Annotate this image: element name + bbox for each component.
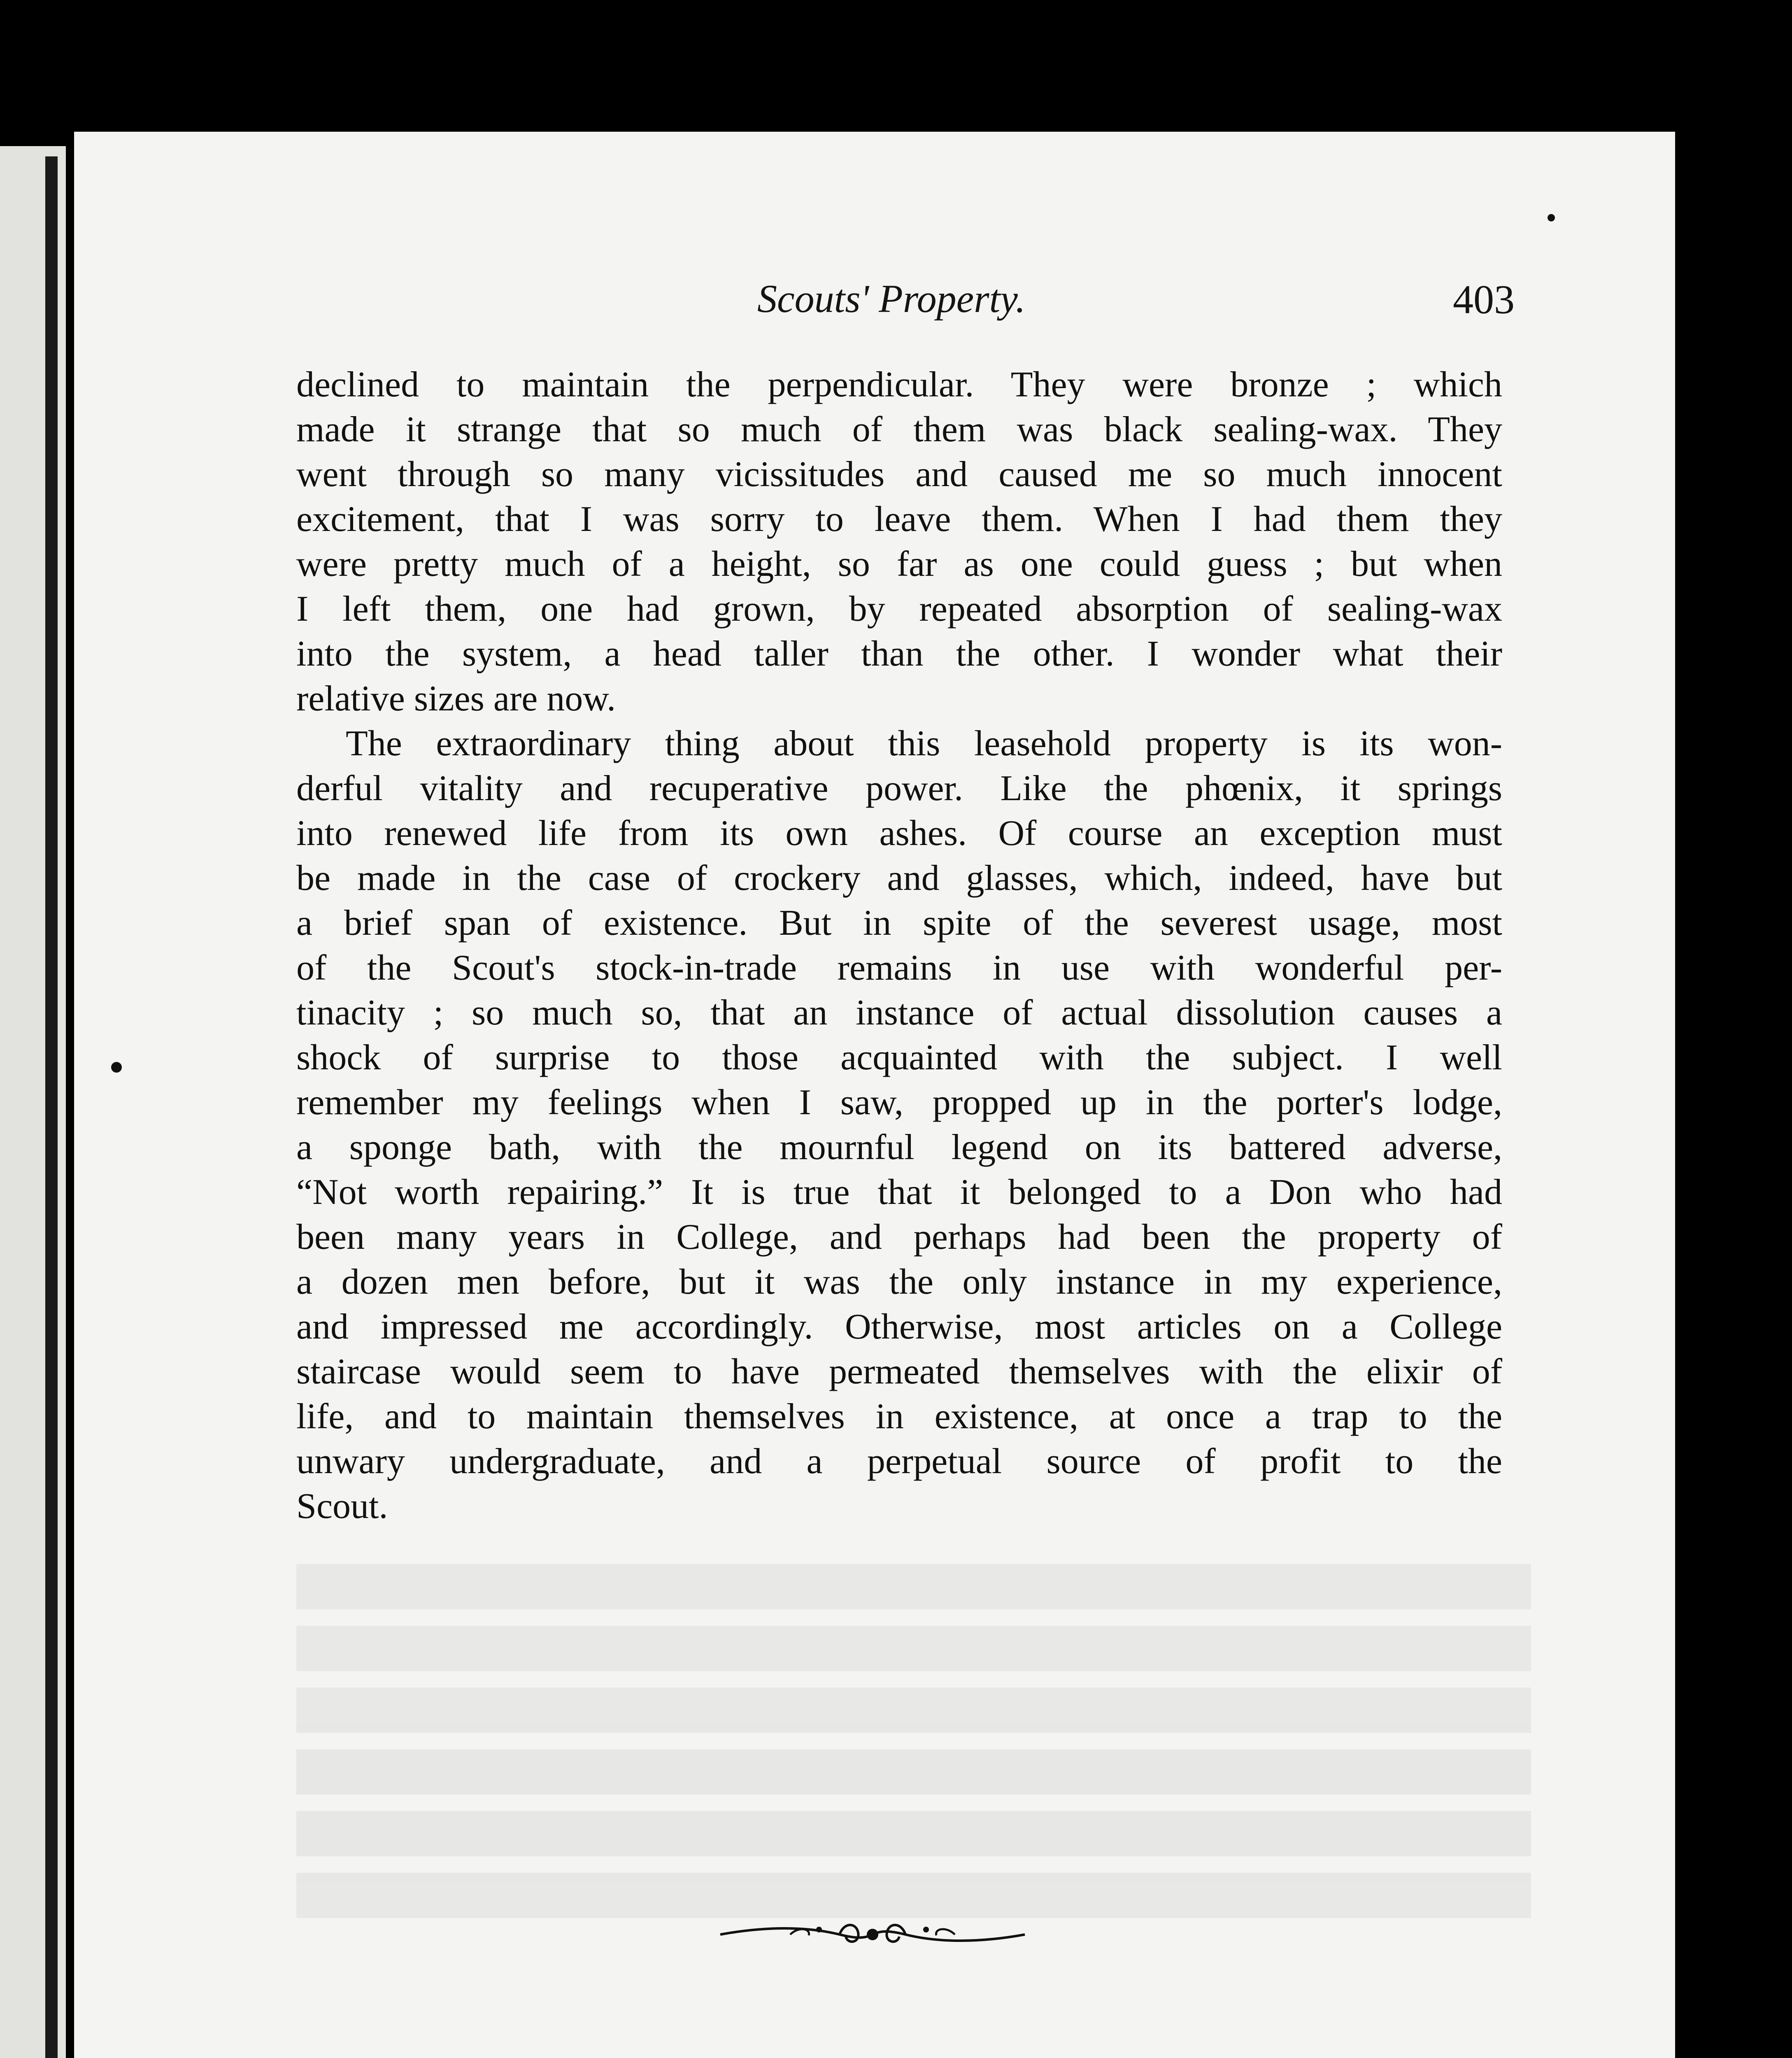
text-line: made it strange that so much of them was black sealing-wax. They	[296, 410, 1502, 449]
text-line: a dozen men before, but it was the only instance in my experience,	[296, 1262, 1502, 1302]
show-through-line	[296, 1811, 1531, 1856]
text-line: be made in the case of crockery and glasses, which, indeed, have but	[296, 858, 1502, 898]
text-line: been many years in College, and perhaps had been the property of	[296, 1217, 1502, 1257]
text-line: derful vitality and recuperative power. Like the phœnix, it springs	[296, 768, 1502, 808]
text-line: a sponge bath, with the mournful legend on its battered adverse,	[296, 1127, 1502, 1167]
show-through-text	[296, 1564, 1531, 1935]
text-line: “Not worth repairing.” It is true that it belonged to a Don who had	[296, 1172, 1502, 1212]
text-line: a brief span of existence. But in spite of the severest usage, most	[296, 903, 1502, 943]
text-line: shock of surprise to those acquainted with the subject. I well	[296, 1038, 1502, 1078]
text-line: Scout.	[296, 1486, 388, 1526]
text-line: relative sizes are now.	[296, 679, 616, 719]
page-number: 403	[1453, 277, 1515, 322]
text-line: declined to maintain the perpendicular. They were bronze ; which	[296, 365, 1502, 405]
show-through-line	[296, 1688, 1531, 1733]
show-through-line	[296, 1564, 1531, 1609]
text-line: went through so many vicissitudes and caused me so much innocent	[296, 454, 1502, 494]
book-gutter	[45, 156, 58, 2058]
show-through-line	[296, 1626, 1531, 1671]
text-line: into the system, a head taller than the other. I wonder what their	[296, 634, 1502, 674]
text-line: staircase would seem to have permeated themselves with the elixir of	[296, 1352, 1502, 1392]
text-line: were pretty much of a height, so far as one could guess ; but when	[296, 544, 1502, 584]
paragraph-start-line: The extraordinary thing about this leasehold property is its won-	[346, 724, 1502, 764]
body-text	[296, 362, 1502, 1529]
text-line: of the Scout's stock-in-trade remains in use with wonderful per-	[296, 948, 1502, 988]
running-head	[230, 263, 1515, 346]
running-title: Scouts' Property.	[757, 277, 1026, 321]
text-line: unwary undergraduate, and a perpetual source of profit to the	[296, 1441, 1502, 1481]
text-line: and impressed me accordingly. Otherwise, most articles on a College	[296, 1307, 1502, 1347]
scan-speck	[111, 1062, 122, 1073]
text-line: I left them, one had grown, by repeated absorption of sealing-wax	[296, 589, 1502, 629]
text-line: life, and to maintain themselves in existence, at once a trap to the	[296, 1397, 1502, 1436]
text-line: excitement, that I was sorry to leave them. When I had them they	[296, 499, 1502, 539]
text-line: into renewed life from its own ashes. Of course an exception must	[296, 813, 1502, 853]
show-through-line	[296, 1749, 1531, 1795]
tailpiece-ornament	[716, 1910, 1029, 1959]
text-line: tinacity ; so much so, that an instance of actual dissolution causes a	[296, 993, 1502, 1033]
text-line: remember my feelings when I saw, propped up in the porter's lodge,	[296, 1083, 1502, 1122]
scan-speck	[1548, 214, 1555, 221]
